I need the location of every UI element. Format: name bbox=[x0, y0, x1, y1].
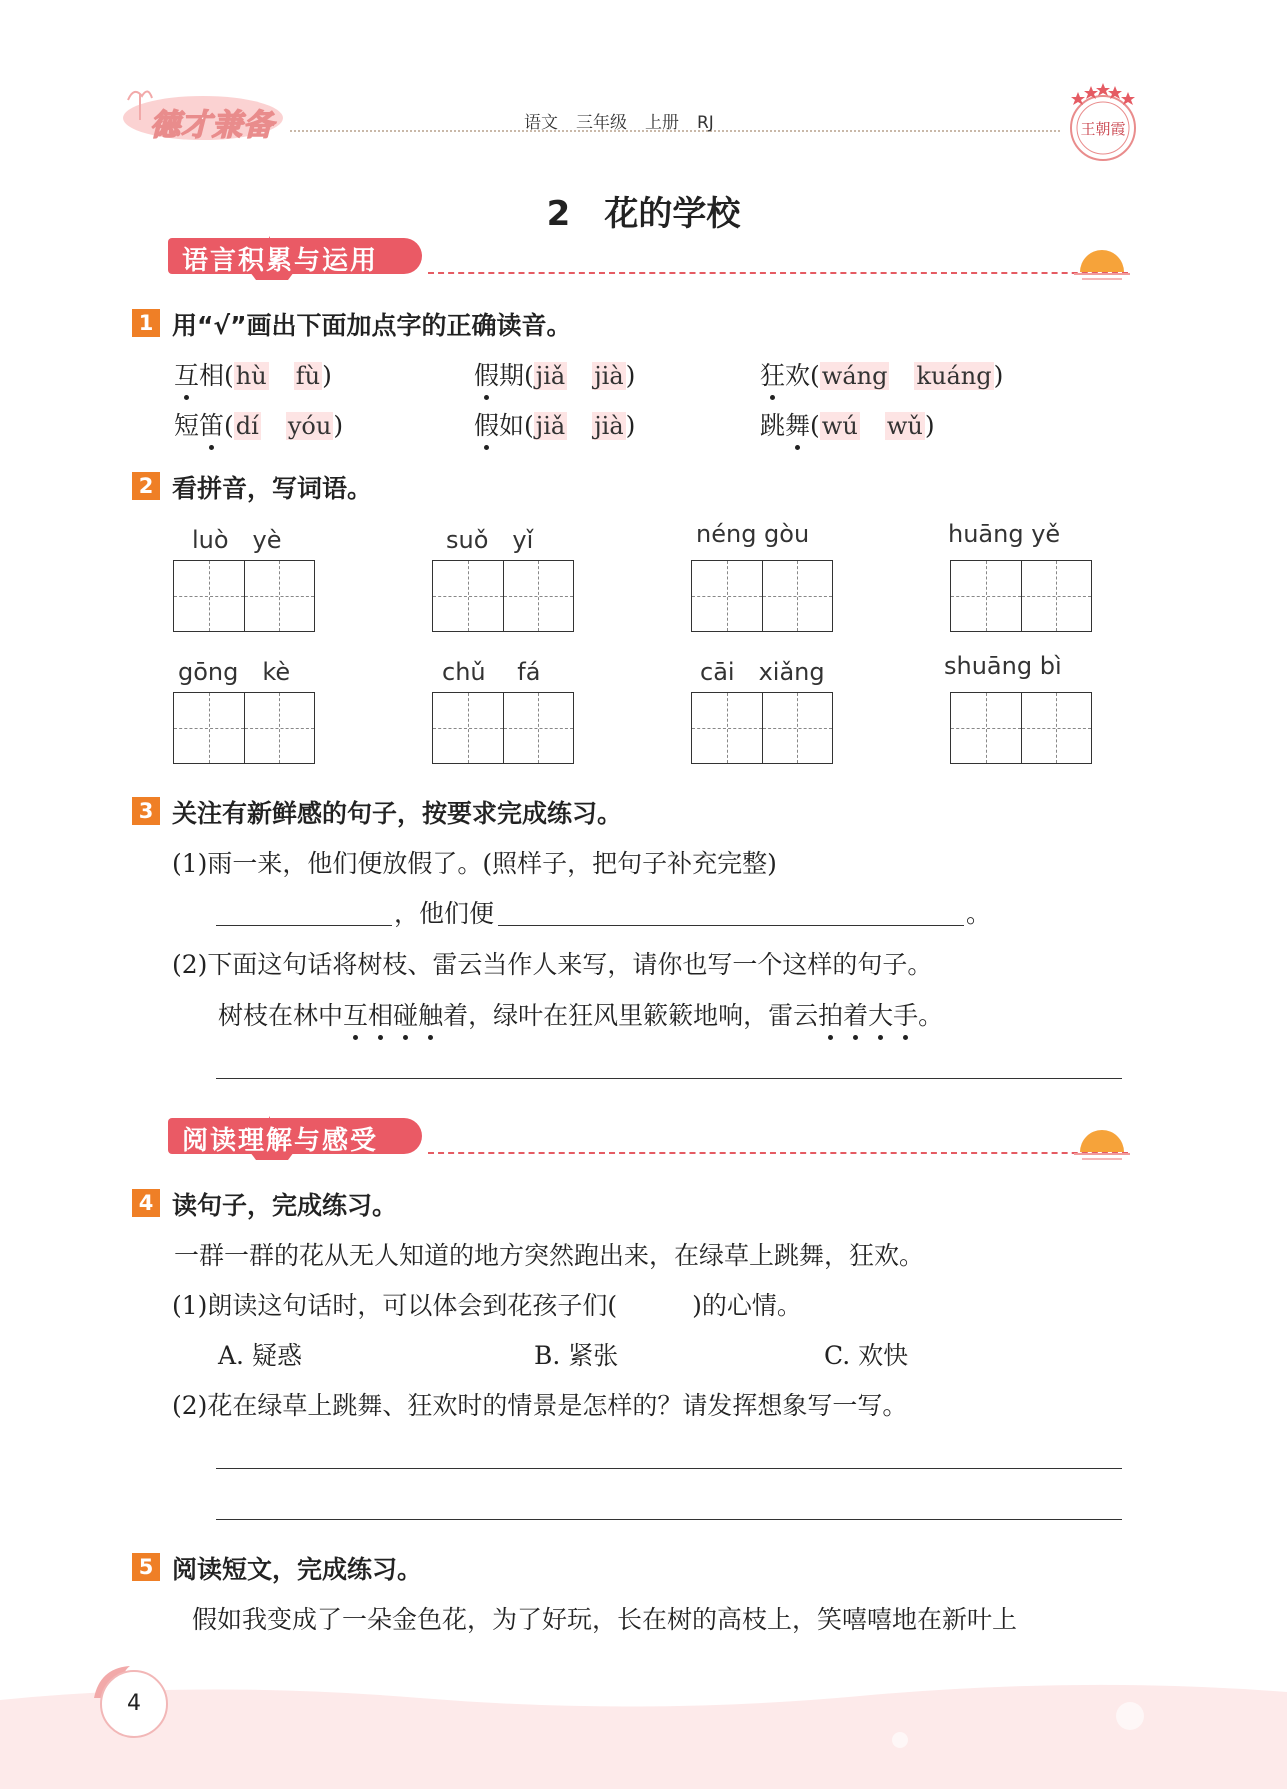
q1-item-3: 狂欢(wáng kuáng) bbox=[760, 356, 1003, 392]
header-grade: 三年级 bbox=[576, 113, 627, 133]
q4-option-a[interactable]: A. 疑惑 bbox=[218, 1341, 302, 1370]
q2-write-box-5[interactable] bbox=[173, 692, 315, 764]
q1-item-2: 假期(jiǎ jià) bbox=[474, 356, 635, 392]
question-1-prompt: 用“√”画出下面加点字的正确读音。 bbox=[172, 311, 572, 340]
page-title: 2 花的学校 bbox=[546, 194, 741, 234]
q4-sentence: 一群一群的花从无人知道的地方突然跑出来，在绿草上跳舞，狂欢。 bbox=[174, 1241, 925, 1270]
q1-item-4-option-a[interactable]: dí bbox=[235, 412, 259, 440]
section-divider bbox=[428, 1152, 1128, 1154]
section-divider bbox=[428, 272, 1128, 274]
q1-item-3-option-b[interactable]: kuáng bbox=[916, 362, 992, 390]
q1-item-1: 互相(hù fù) bbox=[174, 356, 332, 392]
q1-item-6-option-b[interactable]: wǔ bbox=[886, 412, 923, 440]
header-edition: RJ bbox=[697, 113, 714, 133]
page-number: 4 bbox=[100, 1670, 168, 1738]
q4-option-c[interactable]: C. 欢快 bbox=[824, 1341, 909, 1370]
q2-write-box-3[interactable] bbox=[691, 560, 833, 632]
question-number-4: 4 bbox=[132, 1189, 160, 1217]
q2-pinyin-6: chǔ fá bbox=[442, 658, 541, 686]
q1-item-3-dotted-char: 狂 bbox=[760, 356, 785, 392]
q3-answer-line[interactable] bbox=[216, 1078, 1122, 1079]
q1-item-2-word: 期( bbox=[499, 361, 534, 390]
q3-dotted-phrase-2: 拍着大手 bbox=[818, 1001, 918, 1030]
q1-item-5-option-a[interactable]: jiǎ bbox=[535, 412, 566, 440]
q4-answer-line-2[interactable] bbox=[216, 1519, 1122, 1520]
author-stamp-icon bbox=[1060, 80, 1146, 166]
header-volume: 上册 bbox=[645, 113, 679, 133]
q2-write-box-4[interactable] bbox=[950, 560, 1092, 632]
q4-part-2: (2)花在绿草上跳舞、狂欢时的情景是怎样的？请发挥想象写一写。 bbox=[172, 1391, 908, 1420]
question-3-prompt: 关注有新鲜感的句子，按要求完成练习。 bbox=[172, 799, 623, 828]
q1-item-6-dotted-char: 舞 bbox=[785, 406, 810, 442]
q1-item-4: 短笛(dí yóu) bbox=[174, 406, 343, 442]
q2-write-box-6[interactable] bbox=[432, 692, 574, 764]
q1-item-2-option-b[interactable]: jià bbox=[594, 362, 624, 390]
sunset-icon bbox=[1072, 1124, 1132, 1164]
q2-pinyin-1: luò yè bbox=[192, 526, 282, 554]
q1-item-5: 假如(jiǎ jià) bbox=[474, 406, 635, 442]
question-5-prompt: 阅读短文，完成练习。 bbox=[172, 1555, 423, 1584]
q1-item-3-option-a[interactable]: wáng bbox=[821, 362, 888, 390]
q2-pinyin-5: gōng kè bbox=[178, 658, 291, 686]
q3-example-sentence: 树枝在林中互相碰触着，绿叶在狂风里簌簌地响，雷云拍着大手。 bbox=[218, 996, 943, 1032]
q1-item-6-option-a[interactable]: wú bbox=[821, 412, 858, 440]
q1-item-1-word: 相( bbox=[199, 361, 234, 390]
question-4-prompt: 读句子，完成练习。 bbox=[172, 1191, 398, 1220]
q3-part-2: (2)下面这句话将树枝、雷云当作人来写，请你也写一个这样的句子。 bbox=[172, 950, 933, 979]
sunset-icon bbox=[1072, 244, 1132, 284]
q1-item-5-dotted-char: 假 bbox=[474, 406, 499, 442]
section-title-accumulation: 语言积累与运用 bbox=[182, 246, 379, 276]
logo-text: 德才兼备 bbox=[150, 108, 274, 143]
q1-item-4-option-b[interactable]: yóu bbox=[287, 412, 332, 440]
q1-item-3-word: 欢( bbox=[785, 361, 820, 390]
q3-blank-1[interactable] bbox=[216, 925, 392, 926]
q2-write-box-2[interactable] bbox=[432, 560, 574, 632]
q5-passage: 假如我变成了一朵金色花，为了好玩，长在树的高枝上，笑嘻嘻地在新叶上 bbox=[192, 1605, 1018, 1634]
q3-dotted-phrase-1: 互相碰触 bbox=[343, 1001, 443, 1030]
q1-item-2-dotted-char: 假 bbox=[474, 356, 499, 392]
section-title-reading: 阅读理解与感受 bbox=[182, 1126, 379, 1156]
q1-item-4-dotted-char: 笛 bbox=[199, 406, 224, 442]
q3-connector-text: ，他们便 bbox=[394, 899, 495, 928]
footer-wave bbox=[0, 1680, 1287, 1789]
question-number-5: 5 bbox=[132, 1553, 160, 1581]
q2-pinyin-3: néng gòu bbox=[696, 520, 810, 548]
q1-item-5-option-b[interactable]: jià bbox=[594, 412, 624, 440]
q3-blank-2[interactable] bbox=[498, 925, 964, 926]
q1-item-2-option-a[interactable]: jiǎ bbox=[535, 362, 566, 390]
q1-item-1-option-b[interactable]: fù bbox=[295, 362, 321, 390]
q2-pinyin-8: shuāng bì bbox=[944, 652, 1062, 680]
q1-item-1-dotted-char: 互 bbox=[174, 356, 199, 392]
header-subject: 语文 bbox=[524, 113, 558, 133]
q4-option-b[interactable]: B. 紧张 bbox=[534, 1341, 619, 1370]
q2-write-box-8[interactable] bbox=[950, 692, 1092, 764]
q1-item-6: 跳舞(wú wǔ) bbox=[760, 406, 935, 442]
q4-part-1: (1)朗读这句话时，可以体会到花孩子们( )的心情。 bbox=[172, 1291, 802, 1320]
q2-write-box-1[interactable] bbox=[173, 560, 315, 632]
q2-write-box-7[interactable] bbox=[691, 692, 833, 764]
q3-period: 。 bbox=[966, 899, 992, 928]
header-meta bbox=[524, 108, 732, 133]
q2-pinyin-4: huāng yě bbox=[948, 520, 1061, 548]
question-number-3: 3 bbox=[132, 797, 160, 825]
q2-pinyin-7: cāi xiǎng bbox=[700, 658, 825, 686]
question-number-2: 2 bbox=[132, 472, 160, 500]
stamp-text: 王朝霞 bbox=[1080, 120, 1126, 138]
question-2-prompt: 看拼音，写词语。 bbox=[172, 474, 373, 503]
q4-answer-line-1[interactable] bbox=[216, 1468, 1122, 1469]
question-number-1: 1 bbox=[132, 309, 160, 337]
q2-pinyin-2: suǒ yǐ bbox=[446, 526, 534, 554]
q3-part-1: (1)雨一来，他们便放假了。(照样子，把句子补充完整) bbox=[172, 849, 777, 878]
q1-item-1-option-a[interactable]: hù bbox=[235, 362, 267, 390]
